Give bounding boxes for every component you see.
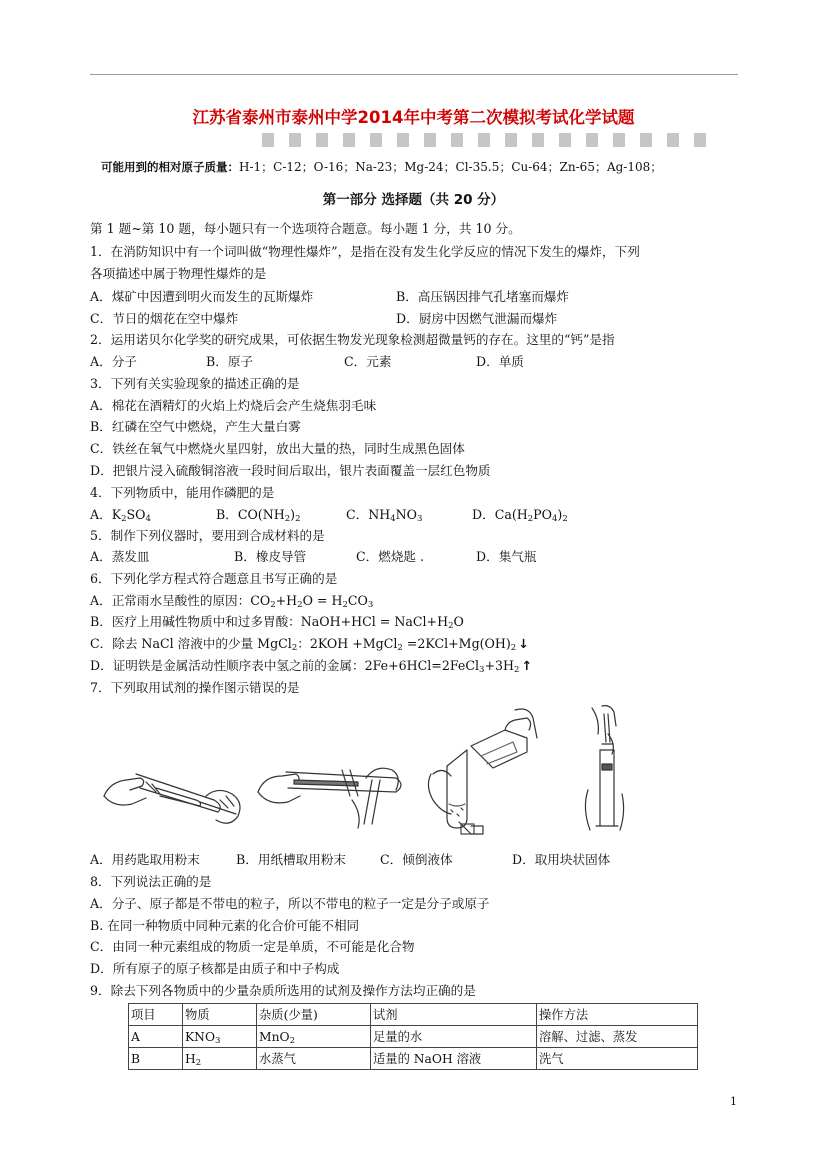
substance-cell: $H_2$ — [183, 1048, 257, 1070]
q7-stem: 7．下列取用试剂的操作图示错误的是 — [90, 680, 300, 695]
q2-stem: 2．运用诺贝尔化学奖的研究成果，可依据生物发光现象检测超微量钙的存在。这里的“钙”是指 — [90, 332, 615, 347]
header-cell: 试剂 — [371, 1004, 537, 1026]
q3-option-a: A．棉花在酒精灯的火焰上灼烧后会产生烧焦羽毛味 — [90, 398, 377, 413]
section-heading: 第一部分 选择题（共 20 分） — [322, 192, 505, 208]
q1-option-d: D．厨房中因燃气泄漏而爆炸 — [396, 311, 558, 326]
q1-option-a: A．煤矿中因遭到明火而发生的瓦斯爆炸 — [90, 289, 314, 304]
header-rule — [90, 74, 738, 75]
q3-option-d: D．把银片浸入硫酸铜溶液一段时间后取出，银片表面覆盖一层红色物质 — [90, 463, 491, 478]
q5-option-b: B．橡皮导管 — [234, 549, 307, 564]
q1-option-b: B．高压锅因排气孔堵塞而爆炸 — [396, 289, 569, 304]
q3-option-b: B．红磷在空气中燃烧，产生大量白雾 — [90, 419, 301, 434]
q4-stem: 4．下列物质中，能用作磷肥的是 — [90, 485, 275, 500]
q8-option-d: D．所有原子的原子核都是由质子和中子构成 — [90, 961, 340, 976]
q3-option-c: C．铁丝在氧气中燃烧火星四射，放出大量的热，同时生成黑色固体 — [90, 441, 465, 456]
atomic-masses — [101, 158, 662, 175]
precipitate-arrow-icon: ↓ — [518, 636, 529, 651]
q7-option-b: B．用纸槽取用粉末 — [236, 852, 347, 867]
q4-option-d: D．$Ca(H_2PO_4)_2$ — [472, 507, 568, 524]
q6-stem: 6．下列化学方程式符合题意且书写正确的是 — [90, 571, 338, 586]
instructions: 第 1 题~第 10 题，每小题只有一个选项符合题意。每小题 1 分，共 10 分。 — [90, 221, 521, 236]
table-row — [129, 1048, 698, 1070]
item-cell: A — [129, 1026, 183, 1048]
header-cell: 物质 — [183, 1004, 257, 1026]
scan-artifact — [262, 132, 732, 148]
q4-option-c: C．$NH_4NO_3$ — [346, 507, 423, 524]
paper-trough-illustration — [258, 768, 401, 828]
substance-cell: $KNO_3$ — [183, 1026, 257, 1048]
q2-option-d: D．单质 — [476, 354, 524, 369]
q4-option-b: B．$CO(NH_2)_2$ — [216, 507, 301, 524]
document-title: 江苏省泰州市泰州中学2014年中考第二次模拟考试化学试题 — [192, 108, 635, 127]
q3-stem: 3．下列有关实验现象的描述正确的是 — [90, 376, 300, 391]
q9-stem: 9．除去下列各物质中的少量杂质所选用的试剂及操作方法均正确的是 — [90, 983, 476, 998]
q9-table — [128, 1003, 698, 1070]
q6-option-a: A．正常雨水呈酸性的原因：$CO_2+H_2O = H_2CO_3$ — [90, 593, 374, 610]
item-cell: B — [129, 1048, 183, 1070]
header-cell: 杂质(少量) — [257, 1004, 371, 1026]
q2-option-c: C．元素 — [344, 354, 392, 369]
q7-option-a: A．用药匙取用粉末 — [90, 852, 200, 867]
q6-option-d: D．证明铁是金属活动性顺序表中氢之前的金属：$2Fe+6HCl=2FeCl_3+3H_2$ ↑ — [90, 658, 532, 675]
q7-option-c: C．倾倒液体 — [380, 852, 453, 867]
atomic-masses-values: H-1；C-12；O-16；Na-23；Mg-24；Cl-35.5；Cu-64；Zn-65；Ag-108； — [239, 160, 663, 174]
q8-option-c: C．由同一种元素组成的物质一定是单质，不可能是化合物 — [90, 939, 415, 954]
header-cell: 项目 — [129, 1004, 183, 1026]
q2-option-a: A．分子 — [90, 354, 137, 369]
reagent-cell: 足量的水 — [371, 1026, 537, 1048]
table-header-row — [129, 1004, 698, 1026]
atomic-masses-label: 可能用到的相对原子质量： — [101, 160, 239, 174]
q6-option-c: C．除去 NaCl 溶液中的少量 MgCl$_2$：2KOH +MgCl$_2$ $=2KCl+Mg(OH)_2$ ↓ — [90, 636, 529, 653]
impurity-cell: 水蒸气 — [257, 1048, 371, 1070]
q7-option-d: D．取用块状固体 — [512, 852, 611, 867]
q2-option-b: B．原子 — [206, 354, 254, 369]
q6-option-b: B．医疗上用碱性物质中和过多胃酸：NaOH+HCl = $NaCl+H_2O$ — [90, 614, 464, 631]
q1-stem-line2: 各项描述中属于物理性爆炸的是 — [90, 266, 267, 281]
q7-illustrations — [96, 704, 736, 844]
block-solid-illustration — [585, 706, 623, 830]
q8-option-a: A．分子、原子都是不带电的粒子，所以不带电的粒子一定是分子或原子 — [90, 896, 490, 911]
table-row — [129, 1026, 698, 1048]
spoon-powder-illustration — [104, 774, 240, 823]
reagent-cell: 适量的 NaOH 溶液 — [371, 1048, 537, 1070]
q8-option-b: B. 在同一种物质中同种元素的化合价可能不相同 — [90, 918, 360, 933]
q5-stem: 5．制作下列仪器时，要用到合成材料的是 — [90, 528, 325, 543]
impurity-cell: MnO$_2$ — [257, 1026, 371, 1048]
q4-option-a: A．$K_2SO_4$ — [90, 507, 151, 524]
pour-liquid-illustration — [428, 709, 537, 834]
page-number: 1 — [730, 1095, 737, 1108]
q8-stem: 8．下列说法正确的是 — [90, 874, 212, 889]
q1-option-c: C．节日的烟花在空中爆炸 — [90, 311, 239, 326]
q1-stem-line1: 1．在消防知识中有一个词叫做“物理性爆炸”，是指在没有发生化学反应的情况下发生的爆炸，下列 — [90, 244, 640, 259]
gas-arrow-icon: ↑ — [521, 658, 532, 673]
method-cell: 洗气 — [537, 1048, 698, 1070]
method-cell: 溶解、过滤、蒸发 — [537, 1026, 698, 1048]
q5-option-d: D．集气瓶 — [476, 549, 537, 564]
q5-option-a: A．蒸发皿 — [90, 549, 150, 564]
q5-option-c: C．燃烧匙 . — [356, 549, 425, 564]
header-cell: 操作方法 — [537, 1004, 698, 1026]
